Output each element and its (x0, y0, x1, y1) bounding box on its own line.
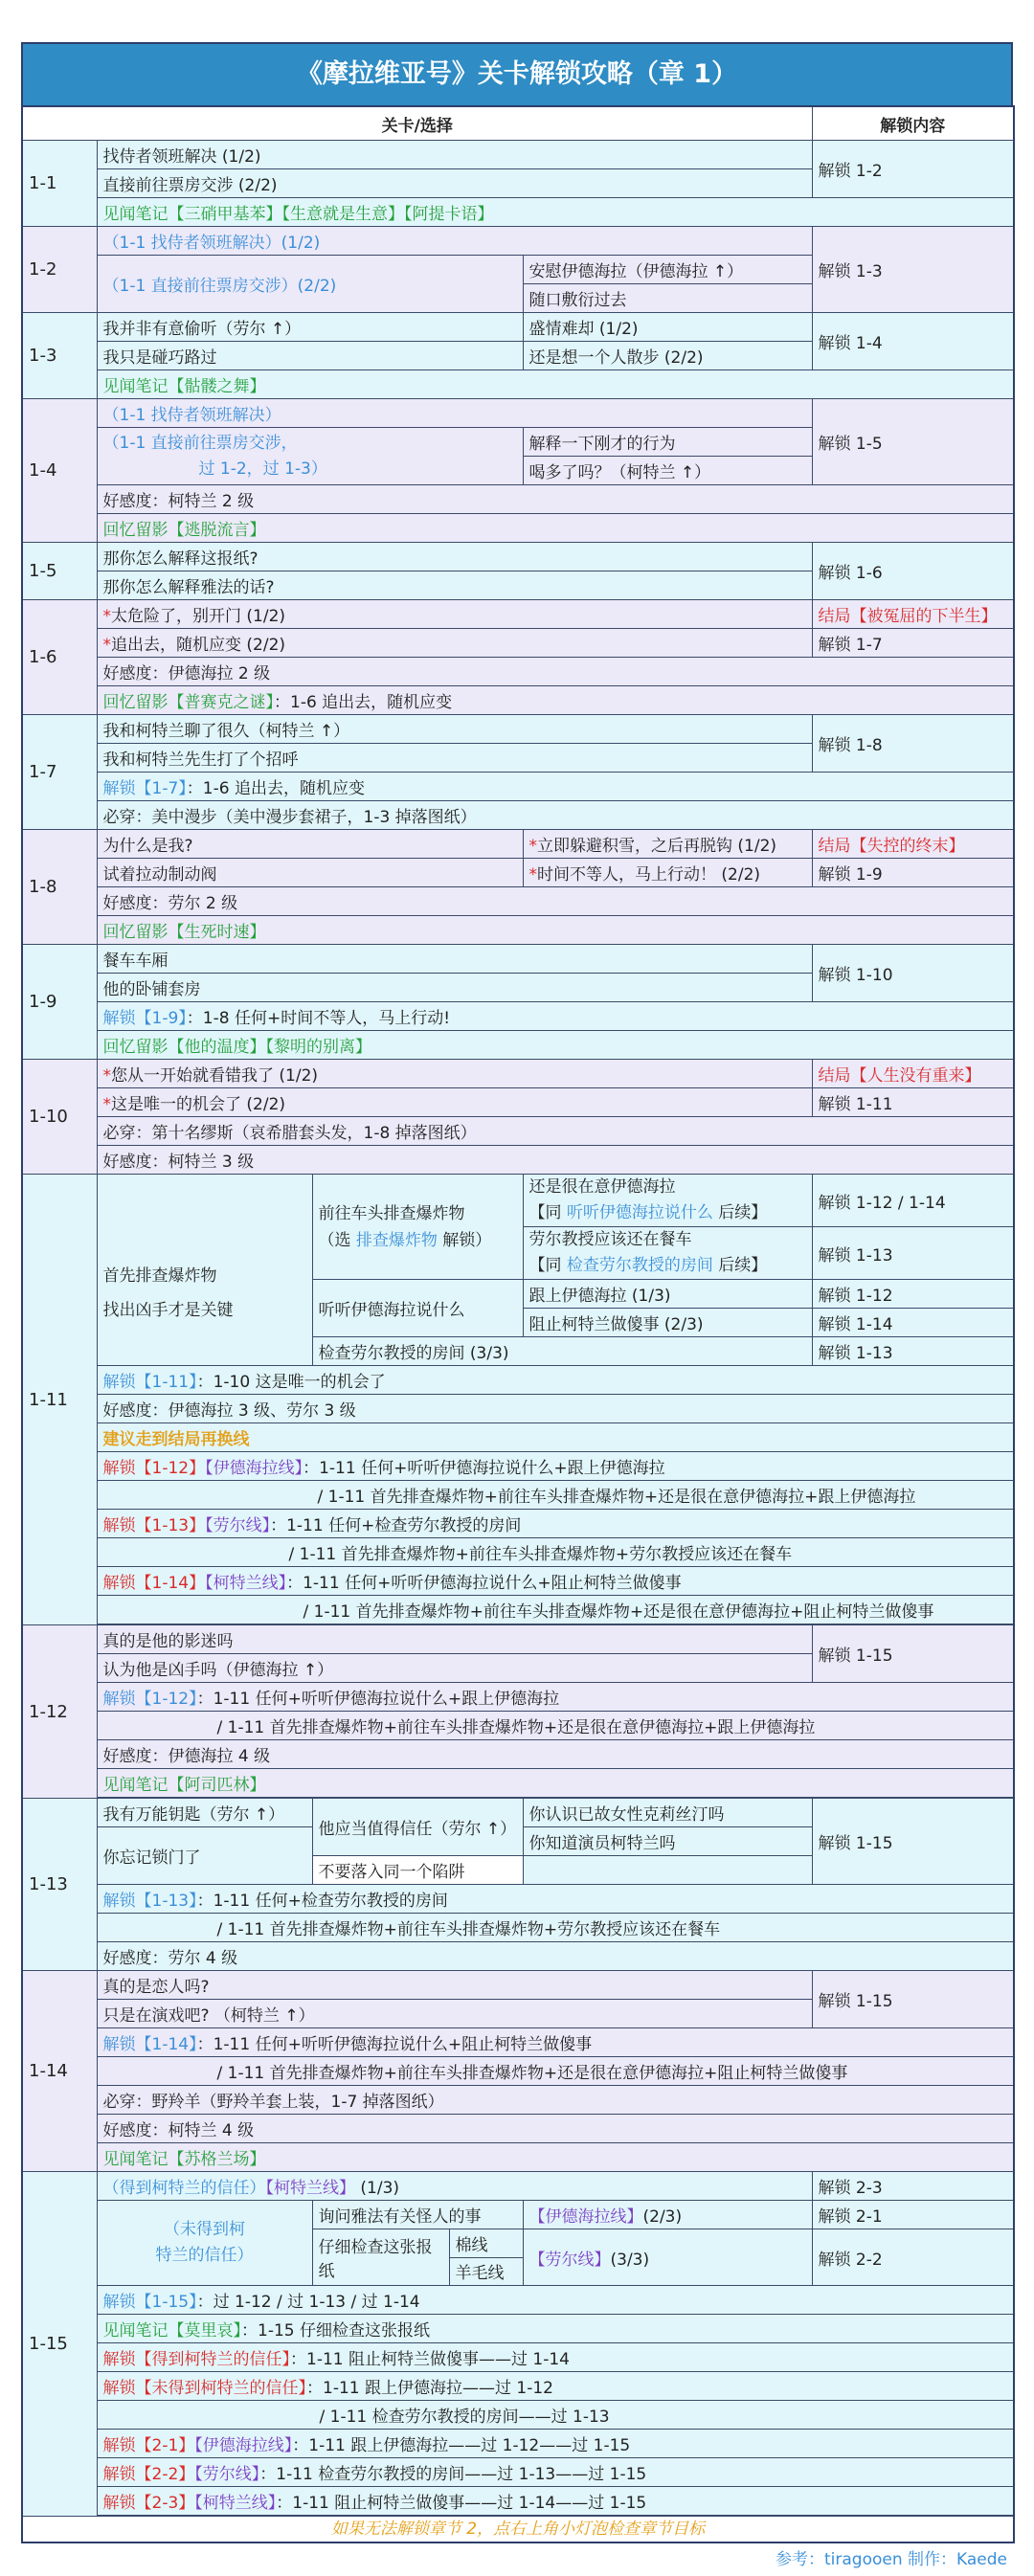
memory-row: 回忆留影【逃脱流言】 (97, 514, 1014, 543)
unlock-cell: 解锁 1-11 (812, 1088, 1014, 1117)
choice-row: 找侍者领班解决 (1/2) (97, 141, 812, 169)
choice-row: 你知道演员柯特兰吗 (523, 1827, 812, 1856)
header-unlock: 解锁内容 (812, 106, 1014, 141)
choice-row: 安慰伊德海拉（伊德海拉 ↑） (523, 256, 812, 284)
choice-row: （未得到柯 特兰的信任） (97, 2201, 312, 2286)
choice-row: 我并非有意偷听（劳尔 ↑） (97, 313, 523, 342)
choice-row: 真的是恋人吗? (97, 1971, 812, 2000)
footer-tip: 如果无法解锁章节 2，点右上角小灯泡检查章节目标 (22, 2517, 1014, 2543)
section-id-1-3: 1-3 (22, 313, 97, 399)
choice-row: 直接前往票房交涉 (2/2) (97, 169, 812, 198)
unlock-cell: 解锁 1-4 (812, 313, 1014, 370)
unlock-note-row: 解锁【1-12】：1-11 任何+听听伊德海拉说什么+跟上伊德海拉 (97, 1683, 1014, 1712)
choice-row: 前往车头排查爆炸物 （选 排查爆炸物 解锁） (312, 1175, 523, 1280)
unlock-cell: 解锁 2-1 (812, 2201, 1014, 2229)
choice-row: （得到柯特兰的信任）【柯特兰线】 (1/3) (97, 2172, 812, 2201)
unlock-note-row: 解锁【1-13】：1-11 任何+检查劳尔教授的房间 (97, 1885, 1014, 1914)
blank-cell (523, 1856, 812, 1885)
guide-sheet (21, 42, 1013, 2576)
section-id-1-6: 1-6 (22, 600, 97, 715)
memory-row: 回忆留影【生死时速】 (97, 916, 1014, 945)
unlock-note-row: / 1-11 检查劳尔教授的房间——过 1-13 (97, 2401, 1014, 2430)
unlock-cell: 解锁 1-13 (812, 1227, 1014, 1280)
favor-row: 好感度：柯特兰 4 级 (97, 2115, 1014, 2143)
unlock-note-row: 解锁【1-9】：1-8 任何+时间不等人，马上行动! (97, 1002, 1014, 1031)
section-id-1-10: 1-10 (22, 1060, 97, 1175)
choice-row: *太危险了，别开门 (1/2) (97, 600, 812, 629)
section-id-1-15: 1-15 (22, 2172, 97, 2517)
favor-row: 好感度：伊德海拉 3 级、劳尔 3 级 (97, 1395, 1014, 1423)
tip-row: 建议走到结局再换线 (97, 1423, 1014, 1452)
unlock-note-row: 解锁【2-3】【柯特兰线】：1-11 阻止柯特兰做傻事——过 1-14——过 1-15 (97, 2487, 1014, 2516)
choice-row: 我有万能钥匙（劳尔 ↑） (97, 1799, 312, 1827)
choice-text: 太危险了，别开门 (1/2) (111, 607, 286, 626)
note-row: 见闻笔记【苏格兰场】 (97, 2143, 1014, 2172)
choice-text: 追出去，随机应变 (2/2) (111, 636, 286, 655)
unlock-cell: 解锁 1-9 (812, 859, 1014, 887)
choice-row: 认为他是凶手吗（伊德海拉 ↑） (97, 1654, 812, 1683)
ending-cell: 结局【被冤屈的下半生】 (812, 600, 1014, 629)
section-id-1-14: 1-14 (22, 1971, 97, 2172)
choice-row: 解释一下刚才的行为 (523, 428, 812, 457)
ending-cell: 结局【失控的终末】 (812, 830, 1014, 859)
choice-row: 随口敷衍过去 (523, 284, 812, 313)
choice-row: 只是在演戏吧? （柯特兰 ↑） (97, 2000, 812, 2028)
choice-row: 盛情难却 (1/2) (523, 313, 812, 342)
favor-row: 好感度：伊德海拉 4 级 (97, 1740, 1014, 1769)
choice-row: 【伊德海拉线】(2/3) (523, 2201, 812, 2229)
unlock-note-row: / 1-11 首先排查爆炸物+前往车头排查爆炸物+还是很在意伊德海拉+跟上伊德海拉 (97, 1712, 1014, 1740)
unlock-note-row: 解锁【1-14】：1-11 任何+听听伊德海拉说什么+阻止柯特兰做傻事 (97, 2028, 1014, 2057)
unlock-cell: 解锁 1-5 (812, 399, 1014, 485)
footer-credit: 参考：tiragooen 制作：Kaede (775, 2550, 1007, 2569)
unlock-cell: 解锁 1-8 (812, 715, 1014, 773)
choice-row: *您从一开始就看错我了 (1/2) (97, 1060, 812, 1088)
choice-row: 不要落入同一个陷阱 (312, 1856, 523, 1885)
choice-row: 仔细检查这张报纸 棉线 羊毛线 (312, 2229, 523, 2286)
unlock-note-row: / 1-11 首先排查爆炸物+前往车头排查爆炸物+劳尔教授应该还在餐车 (97, 1914, 1014, 1942)
choice-row: 我和柯特兰聊了很久（柯特兰 ↑） (97, 715, 812, 744)
favor-row: 好感度：柯特兰 2 级 (97, 485, 1014, 514)
unlock-cell: 解锁 1-14 (812, 1309, 1014, 1337)
unlock-note-row: 解锁【得到柯特兰的信任】：1-11 阻止柯特兰做傻事——过 1-14 (97, 2343, 1014, 2372)
choice-row: 试着拉动制动阀 (97, 859, 523, 887)
note-row: 见闻笔记【三硝甲基苯】【生意就是生意】【阿提卡语】 (97, 198, 1014, 227)
choice-row: 阻止柯特兰做傻事 (2/3) (523, 1309, 812, 1337)
choice-row: 劳尔教授应该还在餐车 【同 检查劳尔教授的房间 后续】 (523, 1227, 812, 1280)
unlock-note-row: 解锁【1-15】：过 1-12 / 过 1-13 / 过 1-14 (97, 2286, 1014, 2315)
note-row: 见闻笔记【阿司匹林】 (97, 1769, 1014, 1798)
note-row: 见闻笔记【骷髅之舞】 (97, 370, 1014, 399)
unlock-note-row: 解锁【2-1】【伊德海拉线】：1-11 跟上伊德海拉——过 1-12——过 1-15 (97, 2430, 1014, 2458)
unlock-cell: 解锁 1-10 (812, 945, 1014, 1002)
unlock-note-row: 解锁【1-7】：1-6 追出去，随机应变 (97, 773, 1014, 801)
section-id-1-11: 1-11 (22, 1175, 97, 1625)
choice-row: 我和柯特兰先生打了个招呼 (97, 744, 812, 773)
memory-row: 回忆留影【普赛克之谜】：1-6 追出去，随机应变 (97, 686, 1014, 715)
unlock-note-row: 解锁【1-14】【柯特兰线】：1-11 任何+听听伊德海拉说什么+阻止柯特兰做傻事 (97, 1567, 1014, 1596)
choice-row: 【劳尔线】(3/3) (523, 2229, 812, 2286)
section-id-1-9: 1-9 (22, 945, 97, 1060)
choice-row: 他应当值得信任（劳尔 ↑） (312, 1799, 523, 1856)
unlock-note-row: 解锁【1-12】【伊德海拉线】：1-11 任何+听听伊德海拉说什么+跟上伊德海拉 (97, 1452, 1014, 1481)
choice-text: 过 1-2，过 1-3） (198, 459, 327, 479)
unlock-note-row: 解锁【1-13】【劳尔线】：1-11 任何+检查劳尔教授的房间 (97, 1510, 1014, 1538)
choice-row: 你忘记锁门了 (97, 1827, 312, 1885)
guide-table (21, 105, 1015, 2543)
choice-row: 首先排查爆炸物 找出凶手才是关键 (97, 1175, 312, 1366)
unlock-cell: 解锁 1-15 (812, 1799, 1014, 1885)
choice-row (97, 428, 523, 485)
choice-row: 还是很在意伊德海拉 【同 听听伊德海拉说什么 后续】 (523, 1175, 812, 1227)
unlock-note-row: / 1-11 首先排查爆炸物+前往车头排查爆炸物+劳尔教授应该还在餐车 (97, 1538, 1014, 1567)
choice-row: 还是想一个人散步 (2/2) (523, 342, 812, 370)
section-id-1-4: 1-4 (22, 399, 97, 543)
required-outfit-row: 必穿：第十名缪斯（哀希腊套头发，1-8 掉落图纸） (97, 1117, 1014, 1146)
unlock-cell: 解锁 1-15 (812, 1625, 1014, 1683)
choice-row: 为什么是我? (97, 830, 523, 859)
section-id-1-7: 1-7 (22, 715, 97, 830)
choice-row (97, 227, 812, 256)
choice-row: 餐车车厢 (97, 945, 812, 974)
section-id-1-8: 1-8 (22, 830, 97, 945)
choice-row: *这是唯一的机会了 (2/2) (97, 1088, 812, 1117)
choice-row: 真的是他的影迷吗 (97, 1625, 812, 1654)
unlock-note-row: 解锁【2-2】【劳尔线】：1-11 检查劳尔教授的房间——过 1-13——过 1-15 (97, 2458, 1014, 2487)
section-id-1-5: 1-5 (22, 543, 97, 600)
choice-row: 那你怎么解释雅法的话? (97, 571, 812, 600)
choice-row: 那你怎么解释这报纸? (97, 543, 812, 571)
memory-row: 回忆留影【他的温度】【黎明的别离】 (97, 1031, 1014, 1060)
favor-row: 好感度：劳尔 2 级 (97, 887, 1014, 916)
section-id-1-13: 1-13 (22, 1799, 97, 1971)
page-title: 《摩拉维亚号》关卡解锁攻略（章 1） (21, 42, 1013, 105)
unlock-cell: 解锁 1-2 (812, 141, 1014, 198)
unlock-cell: 解锁 1-15 (812, 1971, 1014, 2028)
choice-row: *立即躲避积雪，之后再脱钩 (1/2) (523, 830, 812, 859)
header-stage-choice: 关卡/选择 (22, 106, 812, 141)
choice-row: 他的卧铺套房 (97, 974, 812, 1002)
unlock-note-row: 解锁【1-11】：1-10 这是唯一的机会了 (97, 1366, 1014, 1395)
unlock-cell: 解锁 1-6 (812, 543, 1014, 600)
unlock-note-row: / 1-11 首先排查爆炸物+前往车头排查爆炸物+还是很在意伊德海拉+跟上伊德海拉 (97, 1481, 1014, 1510)
unlock-note-row: / 1-11 首先排查爆炸物+前往车头排查爆炸物+还是很在意伊德海拉+阻止柯特兰做傻事 (97, 1596, 1014, 1624)
required-outfit-row: 必穿：野羚羊（野羚羊套上装，1-7 掉落图纸） (97, 2086, 1014, 2115)
unlock-cell: 解锁 2-2 (812, 2229, 1014, 2286)
choice-row: （1-1 找侍者领班解决） (97, 399, 812, 428)
choice-row: （1-1 直接前往票房交涉）(2/2) (97, 256, 523, 313)
favor-row: 好感度：劳尔 4 级 (97, 1942, 1014, 1971)
unlock-note-row: 解锁【未得到柯特兰的信任】：1-11 跟上伊德海拉——过 1-12 (97, 2372, 1014, 2401)
unlock-cell: 解锁 2-3 (812, 2172, 1014, 2201)
section-id-1-1: 1-1 (22, 141, 97, 227)
choice-row: 喝多了吗？（柯特兰 ↑） (523, 457, 812, 485)
unlock-cell: 解锁 1-13 (812, 1337, 1014, 1366)
choice-row: 你认识已故女性克莉丝汀吗 (523, 1799, 812, 1827)
unlock-note-row: / 1-11 首先排查爆炸物+前往车头排查爆炸物+还是很在意伊德海拉+阻止柯特兰做傻事 (97, 2057, 1014, 2086)
choice-row: 我只是碰巧路过 (97, 342, 523, 370)
choice-row: *时间不等人，马上行动！ (2/2) (523, 859, 812, 887)
ending-cell: 结局【人生没有重来】 (812, 1060, 1014, 1088)
choice-text: （1-1 找侍者领班解决）(1/2) (102, 234, 321, 253)
unlock-cell: 解锁 1-3 (812, 227, 1014, 313)
required-outfit-row: 必穿：美中漫步（美中漫步套裙子，1-3 掉落图纸） (97, 801, 1014, 830)
favor-row: 好感度：伊德海拉 2 级 (97, 658, 1014, 686)
unlock-cell: 解锁 1-12 (812, 1280, 1014, 1309)
choice-row: 检查劳尔教授的房间 (3/3) (312, 1337, 812, 1366)
choice-row: 跟上伊德海拉 (1/3) (523, 1280, 812, 1309)
choice-row: *追出去，随机应变 (2/2) (97, 629, 812, 658)
choice-row: 听听伊德海拉说什么 (312, 1280, 523, 1337)
section-id-1-2: 1-2 (22, 227, 97, 313)
favor-row: 好感度：柯特兰 3 级 (97, 1146, 1014, 1175)
note-row: 见闻笔记【莫里哀】：1-15 仔细检查这张报纸 (97, 2315, 1014, 2343)
section-id-1-12: 1-12 (22, 1625, 97, 1799)
unlock-cell: 解锁 1-7 (812, 629, 1014, 658)
unlock-cell: 解锁 1-12 / 1-14 (812, 1175, 1014, 1227)
choice-row: 询问雅法有关怪人的事 (312, 2201, 523, 2229)
choice-text: （1-1 直接前往票房交涉， (102, 433, 298, 453)
